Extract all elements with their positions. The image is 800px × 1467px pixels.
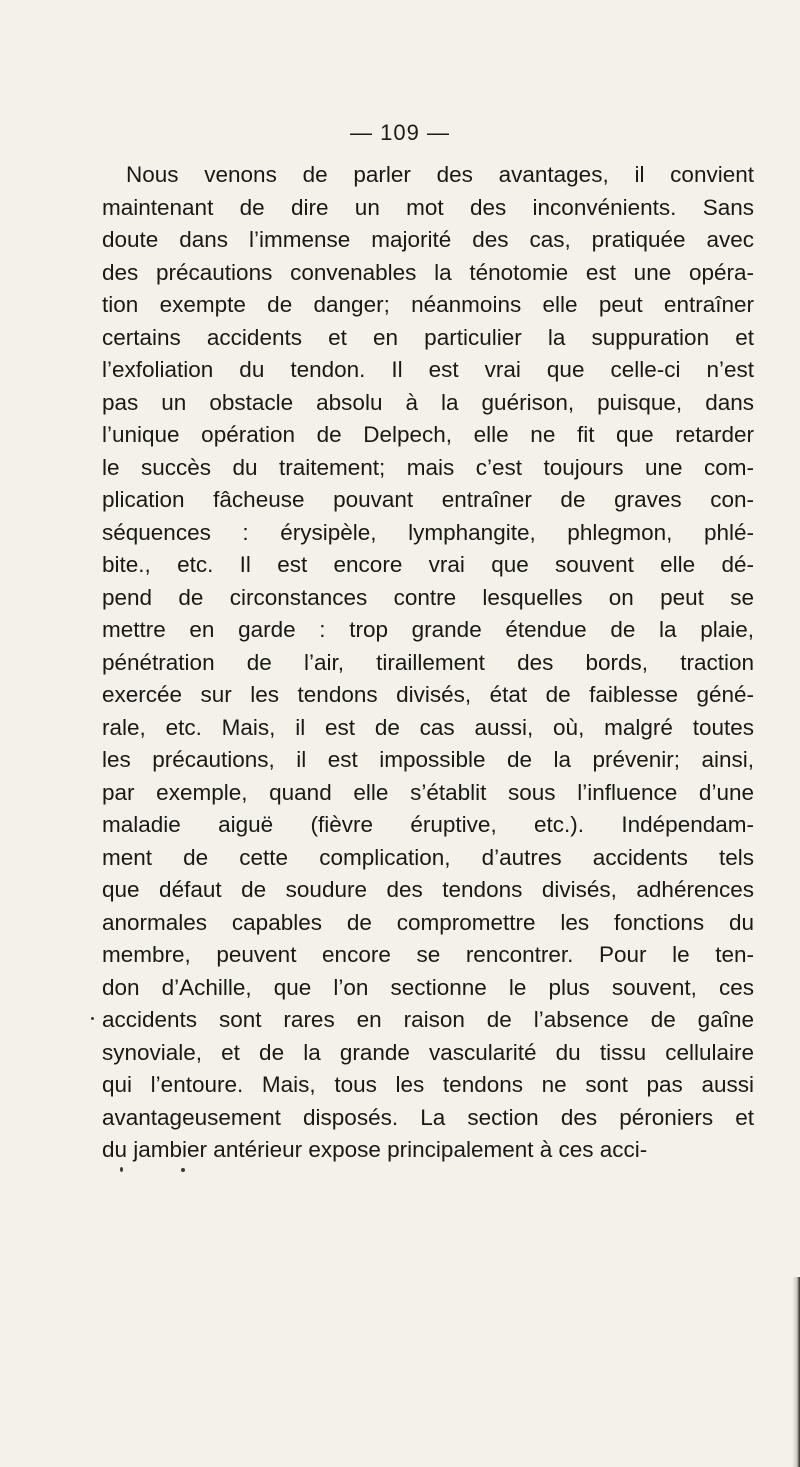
text-line: séquences : érysipèle, lymphangite, phlegmon, phlé- <box>102 519 754 545</box>
ink-speck <box>91 1017 94 1020</box>
text-line: don d’Achille, que l’on sectionne le plus souvent, ces <box>102 974 754 1000</box>
ink-speck <box>181 1168 185 1172</box>
text-line: que défaut de soudure des tendons divisés, adhérences <box>102 877 754 902</box>
page-number: — 109 — <box>350 120 450 145</box>
text-line: Nous venons de parler des avantages, il convient <box>126 162 754 187</box>
text-line: du jambier antérieur expose principalement à ces acci- <box>102 1137 648 1162</box>
text-line: avantageusement disposés. La section des péroniers et <box>102 1104 754 1130</box>
text-line: rale, etc. Mais, il est de cas aussi, où, malgré toutes <box>102 714 754 740</box>
text-line: par exemple, quand elle s’établit sous l’influence d’une <box>102 779 754 805</box>
text-line: les précautions, il est impossible de la prévenir; ainsi, <box>102 747 754 772</box>
text-line: pend de circonstances contre lesquelles on peut se <box>102 584 754 610</box>
text-line: maladie aiguë (fièvre éruptive, etc.). Indépendam- <box>102 812 754 837</box>
text-line: bite., etc. Il est encore vrai que souvent elle dé- <box>102 552 754 577</box>
text-line: plication fâcheuse pouvant entraîner de graves con- <box>102 487 754 512</box>
text-line: membre, peuvent encore se rencontrer. Pour le ten- <box>102 942 754 967</box>
text-line: des précautions convenables la ténotomie est une opéra- <box>102 259 754 285</box>
text-line: synoviale, et de la grande vascularité du tissu cellulaire <box>102 1039 754 1065</box>
text-line: ment de cette complication, d’autres accidents tels <box>102 844 754 870</box>
text-line: l’unique opération de Delpech, elle ne fit que retarder <box>102 422 754 447</box>
text-line: tion exempte de danger; néanmoins elle peut entraîner <box>102 292 754 317</box>
text-line: l’exfoliation du tendon. Il est vrai que celle-ci n’est <box>102 357 754 382</box>
text-line: mettre en garde : trop grande étendue de la plaie, <box>102 617 754 642</box>
text-line: maintenant de dire un mot des inconvénients. Sans <box>102 194 754 220</box>
text-line: qui l’entoure. Mais, tous les tendons ne sont pas aussi <box>102 1072 754 1097</box>
body-text <box>102 159 754 1167</box>
text-line: certains accidents et en particulier la suppuration et <box>102 324 754 350</box>
text-line: doute dans l’immense majorité des cas, pratiquée avec <box>102 227 754 252</box>
ink-speck <box>120 1167 123 1172</box>
text-line: pas un obstacle absolu à la guérison, puisque, dans <box>102 389 754 415</box>
text-line: accidents sont rares en raison de l’absence de gaîne <box>102 1007 754 1032</box>
page-edge-shadow <box>792 1277 800 1467</box>
text-line: anormales capables de compromettre les fonctions du <box>102 909 754 935</box>
text-line: exercée sur les tendons divisés, état de faiblesse géné- <box>102 682 754 707</box>
text-line: le succès du traitement; mais c’est toujours une com- <box>102 454 754 480</box>
text-line: pénétration de l’air, tiraillement des bords, traction <box>102 649 754 675</box>
